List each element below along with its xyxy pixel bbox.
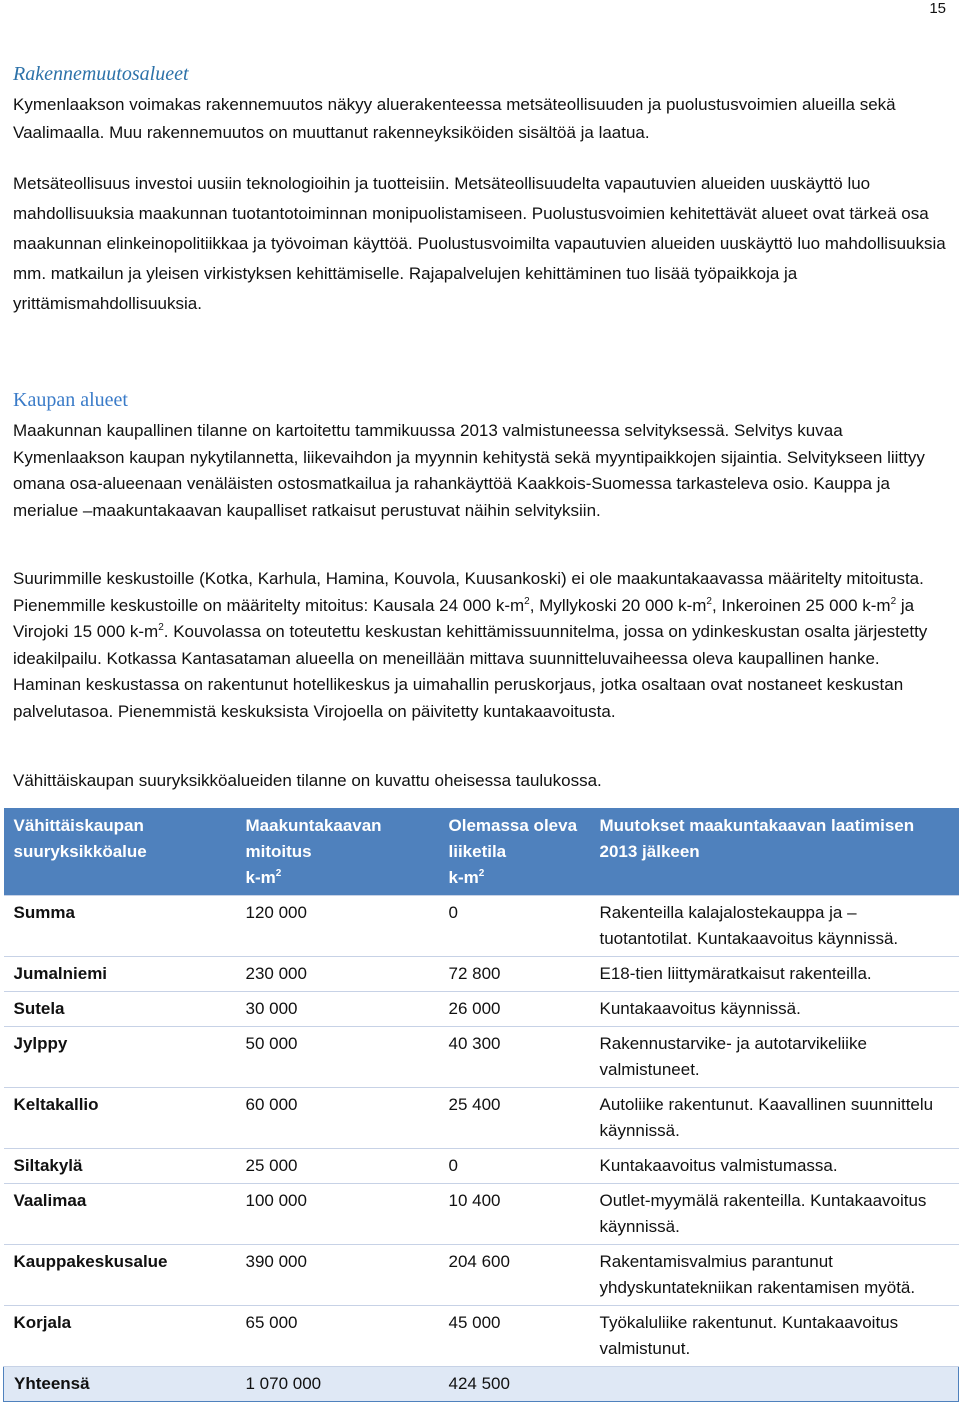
cell-area: Keltakallio xyxy=(4,1088,236,1149)
table-header xyxy=(4,808,959,896)
table-total-row xyxy=(4,1367,959,1402)
cell-area: Vaalimaa xyxy=(4,1184,236,1245)
table-header-row xyxy=(4,808,959,896)
text-run: Suurimmille keskustoille (Kotka, Karhula, Hamina, Kouvola, Kuusankoski) ei ole maakuntakaavassa määritelty mitoitusta. Pienemmille keskustoille on määritelty mitoitus: Kausala 24 000 k-m xyxy=(13,569,924,615)
cell-planned: 60 000 xyxy=(236,1088,439,1149)
section-heading-rakennemuutosalueet: Rakennemuutosalueet xyxy=(13,63,189,85)
cell-changes: Outlet-myymälä rakenteilla. Kuntakaavoitus käynnissä. xyxy=(590,1184,959,1245)
cell-area: Siltakylä xyxy=(4,1149,236,1184)
page-number: 15 xyxy=(929,0,946,17)
cell-area: Kauppakeskusalue xyxy=(4,1245,236,1306)
cell-existing: 0 xyxy=(439,896,590,957)
unit-text: k-m xyxy=(448,868,479,887)
superscript: 2 xyxy=(158,622,164,633)
superscript: 2 xyxy=(275,868,282,879)
unit-label xyxy=(449,865,582,891)
cell-area: Jumalniemi xyxy=(4,957,236,992)
cell-planned: 120 000 xyxy=(236,896,439,957)
cell-planned: 100 000 xyxy=(236,1184,439,1245)
cell-existing: 10 400 xyxy=(439,1184,590,1245)
table-row xyxy=(4,1306,959,1367)
table-body xyxy=(4,896,959,1402)
cell-changes: E18-tien liittymäratkaisut rakenteilla. xyxy=(590,957,959,992)
unit-label xyxy=(246,865,431,891)
cell-changes: Rakentamisvalmius parantunut yhdyskuntatekniikan rakentamisen myötä. xyxy=(590,1245,959,1306)
header-existing-label: Olemassa oleva liiketila xyxy=(448,816,578,861)
cell-existing: 26 000 xyxy=(439,992,590,1027)
text-run: ja Virojoki 15 000 k-m xyxy=(13,595,915,641)
section-heading-kaupan-alueet: Kaupan alueet xyxy=(13,389,128,411)
table-row xyxy=(4,1149,959,1184)
cell-existing: 0 xyxy=(439,1149,590,1184)
total-existing: 424 500 xyxy=(439,1367,590,1402)
table-row xyxy=(4,957,959,992)
cell-planned: 30 000 xyxy=(236,992,439,1027)
cell-existing: 25 400 xyxy=(439,1088,590,1149)
cell-planned: 50 000 xyxy=(236,1027,439,1088)
header-planned-label: Maakuntakaavan mitoitus xyxy=(245,816,382,861)
cell-area: Sutela xyxy=(4,992,236,1027)
cell-existing: 40 300 xyxy=(439,1027,590,1088)
superscript: 2 xyxy=(890,595,897,607)
table-row xyxy=(4,896,959,957)
cell-existing: 45 000 xyxy=(439,1306,590,1367)
table-row xyxy=(4,992,959,1027)
paragraph-center-dimensioning xyxy=(13,566,948,725)
header-area: Vähittäiskaupan suuryksikköalue xyxy=(4,808,236,896)
total-planned: 1 070 000 xyxy=(236,1367,439,1402)
cell-changes: Työkaluliike rakentunut. Kuntakaavoitus valmistunut. xyxy=(590,1306,959,1367)
cell-planned: 390 000 xyxy=(236,1245,439,1306)
cell-changes: Kuntakaavoitus valmistumassa. xyxy=(590,1149,959,1184)
cell-changes: Kuntakaavoitus käynnissä. xyxy=(590,992,959,1027)
header-existing xyxy=(439,808,590,896)
superscript: 2 xyxy=(478,868,485,879)
table-row xyxy=(4,1184,959,1245)
cell-planned: 65 000 xyxy=(236,1306,439,1367)
table-intro: Vähittäiskaupan suuryksikköalueiden tilanne on kuvattu oheisessa taulukossa. xyxy=(13,771,602,790)
table-row xyxy=(4,1088,959,1149)
retail-areas-table xyxy=(3,808,959,1402)
text-run: . Kouvolassa on toteutettu keskustan kehittämissuunnitelma, jossa on ydinkeskustan osalta järjestetty ideakilpailu. Kotkassa Kantasataman alueella on meneillään mittava suunnitteluvaiheessa oleva kaupallinen hanke. Haminan keskustassa on rakentunut hotellikeskus ja uimahallin peruskorjaus, jotka osaltaan ovat nostaneet keskustan palvelutasoa. Pienemmistä keskuksista Virojoella on päivitetty kuntakaavoitusta. xyxy=(13,622,928,721)
unit-text: k-m xyxy=(245,868,276,887)
cell-existing: 72 800 xyxy=(439,957,590,992)
paragraph: Kymenlaakson voimakas rakennemuutos näkyy aluerakenteessa metsäteollisuuden ja puolustusvoimien alueilla sekä Vaalimaalla. Muu rakennemuutos on muuttanut rakenneyksiköiden sisältöä ja laatua. xyxy=(13,95,896,142)
cell-changes: Autoliike rakentunut. Kaavallinen suunnittelu käynnissä. xyxy=(590,1088,959,1149)
cell-area: Korjala xyxy=(4,1306,236,1367)
total-changes xyxy=(590,1367,959,1402)
paragraph: Maakunnan kaupallinen tilanne on kartoitettu tammikuussa 2013 valmistuneessa selvityksessä. Selvitys kuvaa Kymenlaakson kaupan nykytilannetta, liikevaihdon ja myynnin kehitystä sekä myyntipaikkojen sijaintia. Selvitykseen liittyy omana osa-alueenaan venäläisten ostosmatkailua ja rahankäyttöä Kaakkois-Suomessa tarkasteleva osio. Kauppa ja merialue –maakuntakaavan kaupalliset ratkaisut perustuvat näihin selvityksiin. xyxy=(13,421,925,520)
superscript: 2 xyxy=(524,595,530,607)
text-run: , Inkeroinen 25 000 k-m xyxy=(711,595,891,615)
table-row xyxy=(4,1027,959,1088)
paragraph: Metsäteollisuus investoi uusiin teknologioihin ja tuotteisiin. Metsäteollisuudelta vapautuvien alueiden uuskäyttö luo mahdollisuuksia maakunnan tuotantotoiminnan monipuolistamiseen. Puolustusvoimien kehitettävät alueet ovat tärkeä osa maakunnan elinkeinopolitiikkaa ja työvoiman käyttöä. Puolustusvoimilta vapautuvien alueiden uuskäyttö luo mahdollisuuksia mm. matkailun ja yleisen virkistyksen kehittämiselle. Rajapalvelujen kehittäminen tuo lisää työpaikkoja ja yrittämismahdollisuuksia. xyxy=(13,174,946,313)
header-changes: Muutokset maakuntakaavan laatimisen 2013 jälkeen xyxy=(590,808,959,896)
cell-planned: 230 000 xyxy=(236,957,439,992)
total-area: Yhteensä xyxy=(4,1367,236,1402)
text-run: , Myllykoski 20 000 k-m xyxy=(529,595,707,615)
cell-area: Jylppy xyxy=(4,1027,236,1088)
cell-area: Summa xyxy=(4,896,236,957)
header-planned xyxy=(236,808,439,896)
table-row xyxy=(4,1245,959,1306)
cell-changes: Rakennustarvike- ja autotarvikeliike valmistuneet. xyxy=(590,1027,959,1088)
cell-planned: 25 000 xyxy=(236,1149,439,1184)
superscript: 2 xyxy=(706,595,712,607)
cell-changes: Rakenteilla kalajalostekauppa ja – tuotantotilat. Kuntakaavoitus käynnissä. xyxy=(590,896,959,957)
cell-existing: 204 600 xyxy=(439,1245,590,1306)
